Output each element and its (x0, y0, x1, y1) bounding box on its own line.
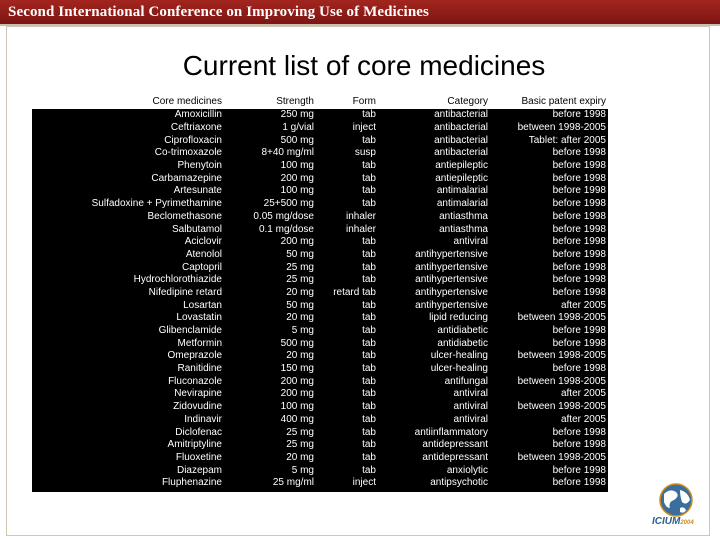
cell-patent-expiry: between 1998-2005 (517, 350, 606, 362)
cell-form: tab (362, 325, 376, 337)
cell-patent-expiry: before 1998 (552, 363, 606, 375)
cell-form: tab (362, 185, 376, 197)
cell-medicine-name: Fluphenazine (161, 477, 222, 489)
cell-medicine-name: Fluoxetine (175, 451, 222, 463)
cell-patent-expiry: before 1998 (552, 274, 606, 286)
cell-form: inject (352, 122, 376, 134)
cell-patent-expiry: before 1998 (552, 223, 606, 235)
cell-strength: 100 mg (280, 185, 314, 197)
cell-form: tab (362, 198, 376, 210)
cell-patent-expiry: before 1998 (552, 109, 606, 121)
cell-form: inject (352, 477, 376, 489)
cell-form: tab (362, 109, 376, 121)
conference-title: Second International Conference on Improving Use of Medicines (8, 4, 429, 20)
cell-category: antibacterial (434, 134, 488, 146)
cell-medicine-name: Phenytoin (177, 160, 222, 172)
table-row (32, 401, 608, 414)
cell-strength: 25 mg (286, 426, 314, 438)
globe-icon (660, 484, 692, 516)
cell-category: antidepressant (422, 451, 488, 463)
logo-year: 2004 (680, 520, 694, 526)
cell-medicine-name: Beclomethasone (147, 210, 222, 222)
cell-strength: 25 mg (286, 261, 314, 273)
cell-category: antiviral (453, 236, 488, 248)
cell-category: antidiabetic (437, 337, 488, 349)
cell-patent-expiry: between 1998-2005 (517, 122, 606, 134)
cell-medicine-name: Ciprofloxacin (164, 134, 222, 146)
cell-category: antibacterial (434, 147, 488, 159)
cell-medicine-name: Amoxicillin (174, 109, 222, 121)
cell-form: tab (362, 160, 376, 172)
cell-form: retard tab (333, 286, 376, 298)
cell-medicine-name: Lovastatin (176, 312, 222, 324)
cell-category: lipid reducing (429, 312, 488, 324)
cell-form: tab (362, 401, 376, 413)
cell-strength: 20 mg (286, 350, 314, 362)
cell-strength: 8+40 mg/ml (261, 147, 314, 159)
cell-patent-expiry: Tablet: after 2005 (528, 134, 606, 146)
cell-category: antidepressant (422, 439, 488, 451)
column-header-strength: Strength (276, 95, 314, 107)
cell-strength: 25+500 mg (263, 198, 314, 210)
cell-strength: 50 mg (286, 299, 314, 311)
cell-strength: 500 mg (280, 337, 314, 349)
table-row (32, 185, 608, 198)
cell-medicine-name: Hydrochlorothiazide (133, 274, 222, 286)
table-row (32, 223, 608, 236)
core-medicines-table (32, 94, 608, 492)
table-body (32, 109, 608, 490)
cell-form: tab (362, 439, 376, 451)
table-row (32, 147, 608, 160)
cell-form: tab (362, 350, 376, 362)
table-row (32, 211, 608, 224)
cell-medicine-name: Aciclovir (184, 236, 222, 248)
table-row (32, 172, 608, 185)
cell-patent-expiry: before 1998 (552, 236, 606, 248)
cell-strength: 5 mg (291, 325, 314, 337)
cell-medicine-name: Nifedipine retard (148, 286, 222, 298)
column-header-category: Category (447, 95, 488, 107)
cell-category: antibacterial (434, 109, 488, 121)
cell-category: antiasthma (439, 210, 488, 222)
cell-patent-expiry: after 2005 (560, 388, 606, 400)
table-header-row (32, 94, 608, 109)
cell-patent-expiry: before 1998 (552, 147, 606, 159)
cell-form: tab (362, 464, 376, 476)
cell-category: antihypertensive (415, 299, 488, 311)
cell-strength: 25 mg (286, 274, 314, 286)
cell-form: tab (362, 312, 376, 324)
table-row (32, 350, 608, 363)
cell-category: antihypertensive (415, 261, 488, 273)
table-row (32, 134, 608, 147)
table-row (32, 426, 608, 439)
cell-form: tab (362, 451, 376, 463)
cell-form: inhaler (345, 210, 376, 222)
cell-patent-expiry: before 1998 (552, 337, 606, 349)
cell-strength: 25 mg (286, 439, 314, 451)
cell-patent-expiry: before 1998 (552, 426, 606, 438)
cell-patent-expiry: between 1998-2005 (517, 312, 606, 324)
cell-medicine-name: Fluconazole (168, 375, 222, 387)
table-row (32, 363, 608, 376)
cell-medicine-name: Ranitidine (177, 363, 222, 375)
cell-patent-expiry: before 1998 (552, 439, 606, 451)
table-row (32, 375, 608, 388)
cell-strength: 20 mg (286, 312, 314, 324)
cell-strength: 5 mg (291, 464, 314, 476)
cell-category: antipsychotic (430, 477, 488, 489)
table-row (32, 337, 608, 350)
cell-medicine-name: Indinavir (184, 413, 222, 425)
table-row (32, 261, 608, 274)
cell-strength: 1 g/vial (282, 122, 314, 134)
cell-form: inhaler (345, 223, 376, 235)
cell-patent-expiry: before 1998 (552, 185, 606, 197)
cell-patent-expiry: between 1998-2005 (517, 375, 606, 387)
cell-patent-expiry: before 1998 (552, 160, 606, 172)
cell-form: tab (362, 299, 376, 311)
column-header-basic-patent-expiry: Basic patent expiry (521, 95, 606, 107)
table-row (32, 299, 608, 312)
table-row (32, 388, 608, 401)
cell-form: tab (362, 274, 376, 286)
cell-medicine-name: Diclofenac (175, 426, 222, 438)
cell-form: tab (362, 134, 376, 146)
cell-medicine-name: Metformin (177, 337, 222, 349)
cell-strength: 100 mg (280, 160, 314, 172)
cell-medicine-name: Captopril (181, 261, 222, 273)
cell-strength: 0.05 mg/dose (253, 210, 314, 222)
cell-patent-expiry: before 1998 (552, 172, 606, 184)
cell-strength: 200 mg (280, 375, 314, 387)
table-row (32, 109, 608, 122)
cell-patent-expiry: between 1998-2005 (517, 451, 606, 463)
column-header-core-medicines: Core medicines (152, 95, 222, 107)
table-row (32, 274, 608, 287)
cell-medicine-name: Zidovudine (173, 401, 222, 413)
cell-category: ulcer-healing (430, 363, 488, 375)
column-header-form: Form (352, 95, 376, 107)
cell-medicine-name: Omeprazole (167, 350, 222, 362)
cell-form: tab (362, 248, 376, 260)
logo-name: ICIUM (652, 516, 681, 527)
cell-strength: 50 mg (286, 248, 314, 260)
cell-form: tab (362, 261, 376, 273)
table-row (32, 249, 608, 262)
cell-strength: 25 mg/ml (272, 477, 314, 489)
cell-strength: 100 mg (280, 401, 314, 413)
cell-category: antihypertensive (415, 248, 488, 260)
cell-form: tab (362, 375, 376, 387)
table-row (32, 236, 608, 249)
cell-strength: 200 mg (280, 236, 314, 248)
cell-category: antifungal (444, 375, 488, 387)
cell-medicine-name: Nevirapine (174, 388, 222, 400)
table-row (32, 464, 608, 477)
cell-strength: 20 mg (286, 286, 314, 298)
cell-patent-expiry: between 1998-2005 (517, 401, 606, 413)
cell-medicine-name: Artesunate (173, 185, 222, 197)
cell-category: antiviral (453, 401, 488, 413)
cell-form: tab (362, 337, 376, 349)
cell-category: antiviral (453, 413, 488, 425)
cell-patent-expiry: before 1998 (552, 477, 606, 489)
cell-category: antihypertensive (415, 274, 488, 286)
cell-form: tab (362, 172, 376, 184)
cell-patent-expiry: before 1998 (552, 286, 606, 298)
cell-strength: 250 mg (280, 109, 314, 121)
table-row (32, 160, 608, 173)
cell-category: antihypertensive (415, 286, 488, 298)
cell-form: susp (354, 147, 376, 159)
cell-medicine-name: Atenolol (185, 248, 222, 260)
cell-medicine-name: Amitriptyline (167, 439, 222, 451)
cell-medicine-name: Salbutamol (171, 223, 222, 235)
table-row (32, 198, 608, 211)
cell-patent-expiry: before 1998 (552, 248, 606, 260)
cell-category: antidiabetic (437, 325, 488, 337)
cell-category: antiepileptic (435, 160, 488, 172)
cell-strength: 500 mg (280, 134, 314, 146)
table-row (32, 477, 608, 490)
cell-medicine-name: Losartan (183, 299, 222, 311)
cell-category: antiviral (453, 388, 488, 400)
table-row (32, 414, 608, 427)
cell-category: ulcer-healing (430, 350, 488, 362)
cell-patent-expiry: after 2005 (560, 299, 606, 311)
cell-strength: 200 mg (280, 172, 314, 184)
cell-strength: 400 mg (280, 413, 314, 425)
cell-medicine-name: Diazepam (176, 464, 222, 476)
cell-category: antiepileptic (435, 172, 488, 184)
cell-medicine-name: Ceftriaxone (170, 122, 222, 134)
cell-patent-expiry: before 1998 (552, 261, 606, 273)
slide-title: Current list of core medicines (182, 50, 546, 81)
cell-strength: 0.1 mg/dose (258, 223, 314, 235)
cell-patent-expiry: before 1998 (552, 464, 606, 476)
cell-medicine-name: Carbamazepine (151, 172, 222, 184)
cell-strength: 200 mg (280, 388, 314, 400)
table-row (32, 122, 608, 135)
cell-strength: 150 mg (280, 363, 314, 375)
table-row (32, 312, 608, 325)
cell-form: tab (362, 363, 376, 375)
cell-patent-expiry: before 1998 (552, 210, 606, 222)
cell-patent-expiry: after 2005 (560, 413, 606, 425)
cell-form: tab (362, 426, 376, 438)
cell-category: antiinflammatory (414, 426, 488, 438)
cell-category: antiasthma (439, 223, 488, 235)
table-row (32, 439, 608, 452)
cell-medicine-name: Glibenclamide (158, 325, 222, 337)
logo-text (652, 516, 694, 527)
table-row (32, 287, 608, 300)
table-row (32, 325, 608, 338)
cell-form: tab (362, 413, 376, 425)
cell-form: tab (362, 236, 376, 248)
cell-medicine-name: Sulfadoxine + Pyrimethamine (91, 198, 222, 210)
medicines-table (32, 94, 608, 490)
table-row (32, 452, 608, 465)
cell-category: antimalarial (436, 185, 488, 197)
cell-patent-expiry: before 1998 (552, 325, 606, 337)
conference-banner (0, 0, 720, 26)
cell-category: antibacterial (434, 122, 488, 134)
cell-category: anxiolytic (446, 464, 488, 476)
cell-form: tab (362, 388, 376, 400)
cell-patent-expiry: before 1998 (552, 198, 606, 210)
cell-category: antimalarial (436, 198, 488, 210)
cell-medicine-name: Co-trimoxazole (154, 147, 222, 159)
cell-strength: 20 mg (286, 451, 314, 463)
